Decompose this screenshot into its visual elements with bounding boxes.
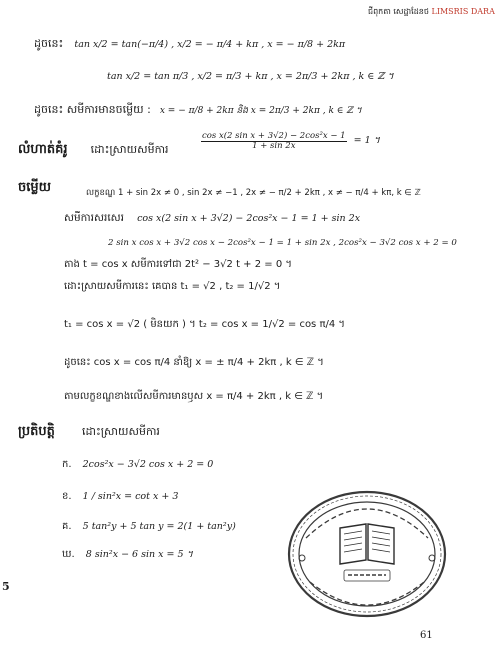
header-brand: LIMSRIS DARA bbox=[431, 7, 495, 16]
line-2 bbox=[107, 64, 394, 84]
practice-item-1 bbox=[62, 452, 213, 472]
line-1-math: tan x/2 = tan(−π/4) , x/2 = − π/4 + kπ , x = − π/8 + 2kπ bbox=[74, 39, 346, 50]
practice-item-2 bbox=[62, 484, 178, 504]
step-5 bbox=[64, 312, 345, 332]
step-6-text: ដូចនេះ cos x = cos π/4 នាំឱ្យ x = ± π/4 + 2kπ , k ∈ ℤ ។ bbox=[64, 357, 324, 368]
example-rhs: = 1 ។ bbox=[353, 135, 380, 147]
step-1-math: cos x(2 sin x + 3√2) − 2cos²x − 1 = 1 + sin 2x bbox=[137, 213, 361, 224]
line-3-prefix: ដូចនេះ សមីការមានចម្លើយ : bbox=[34, 103, 151, 116]
solution-title: ចម្លើយ bbox=[18, 180, 52, 195]
practice-item-4-math: 8 sin²x − 6 sin x = 5 ។ bbox=[85, 549, 193, 560]
step-2-math: 2 sin x cos x + 3√2 cos x − 2cos²x − 1 = 1 + sin 2x , 2cos²x − 3√2 cos x + 2 = 0 bbox=[108, 238, 457, 248]
line-3 bbox=[34, 98, 362, 119]
practice-item-1-math: 2cos²x − 3√2 cos x + 2 = 0 bbox=[82, 459, 214, 470]
step-3 bbox=[64, 252, 292, 272]
step-6 bbox=[64, 350, 324, 370]
practice-item-4-label: ឃ. bbox=[62, 549, 75, 560]
step-1 bbox=[64, 206, 360, 227]
example-row bbox=[18, 138, 169, 160]
step-7-text: តាមលក្ខខណ្ឌខាងលើសមីការមានឫស x = π/4 + 2kπ , k ∈ ℤ ។ bbox=[64, 391, 324, 402]
practice-item-3-math: 5 tan²y + 5 tan y = 2(1 + tan²y) bbox=[82, 521, 236, 532]
header-title: ជីពុកតា សេដ្ឋាដែនថ bbox=[368, 7, 429, 16]
step-2 bbox=[108, 230, 457, 249]
line-1-prefix: ដូចនេះ bbox=[34, 37, 64, 50]
practice-item-4 bbox=[62, 542, 193, 562]
practice-title: ប្រតិបត្តិ bbox=[18, 424, 55, 439]
example-text: ដោះស្រាយសមីការ bbox=[90, 143, 169, 156]
line-1 bbox=[34, 32, 345, 53]
solution-condition-text: លក្ខខណ្ឌ 1 + sin 2x ≠ 0 , sin 2x ≠ −1 , 2x ≠ − π/2 + 2kπ , x ≠ − π/4 + kπ, k ∈ ℤ bbox=[86, 188, 421, 198]
line-2-math: tan x/2 = tan π/3 , x/2 = π/3 + kπ , x = 2π/3 + 2kπ , k ∈ ℤ ។ bbox=[107, 71, 394, 82]
practice-text: ដោះស្រាយសមីការ bbox=[81, 425, 160, 438]
step-4-text: ដោះស្រាយសមីការនេះ គេបាន t₁ = √2 , t₂ = 1/√2 ។ bbox=[64, 281, 281, 292]
example-denominator: 1 + sin 2x bbox=[252, 140, 296, 151]
practice-item-1-label: ក. bbox=[62, 459, 72, 470]
solution-row bbox=[18, 176, 51, 198]
step-4 bbox=[64, 274, 280, 294]
practice-item-3 bbox=[62, 514, 236, 534]
practice-item-3-label: គ. bbox=[62, 521, 72, 532]
practice-row bbox=[18, 420, 160, 442]
practice-item-2-label: ខ. bbox=[62, 491, 72, 502]
margin-number: 5 bbox=[2, 580, 10, 593]
step-5-text: t₁ = cos x = √2 ( មិនយក ) ។ t₂ = cos x = 1/√2 = cos π/4 ។ bbox=[64, 319, 345, 330]
page-number: 61 bbox=[420, 630, 433, 641]
page-header bbox=[368, 6, 495, 18]
practice-item-2-math: 1 / sin²x = cot x + 3 bbox=[82, 491, 179, 502]
library-stamp bbox=[286, 488, 448, 620]
step-3-text: តាង t = cos x សមីការទៅជា 2t² − 3√2 t + 2 = 0 ។ bbox=[64, 259, 292, 270]
example-numerator: cos x(2 sin x + 3√2) − 2cos²x − 1 bbox=[202, 131, 346, 141]
stamp-icon bbox=[286, 488, 448, 620]
solution-condition bbox=[86, 180, 421, 200]
step-7 bbox=[64, 384, 323, 404]
example-title: លំហាត់គំរូ bbox=[18, 142, 68, 157]
line-3-math: x = − π/8 + 2kπ និង x = 2π/3 + 2kπ , k ∈ ℤ ។ bbox=[159, 106, 362, 116]
step-1-label: សមីការសរសេរ bbox=[64, 212, 124, 224]
example-equation bbox=[200, 132, 380, 151]
